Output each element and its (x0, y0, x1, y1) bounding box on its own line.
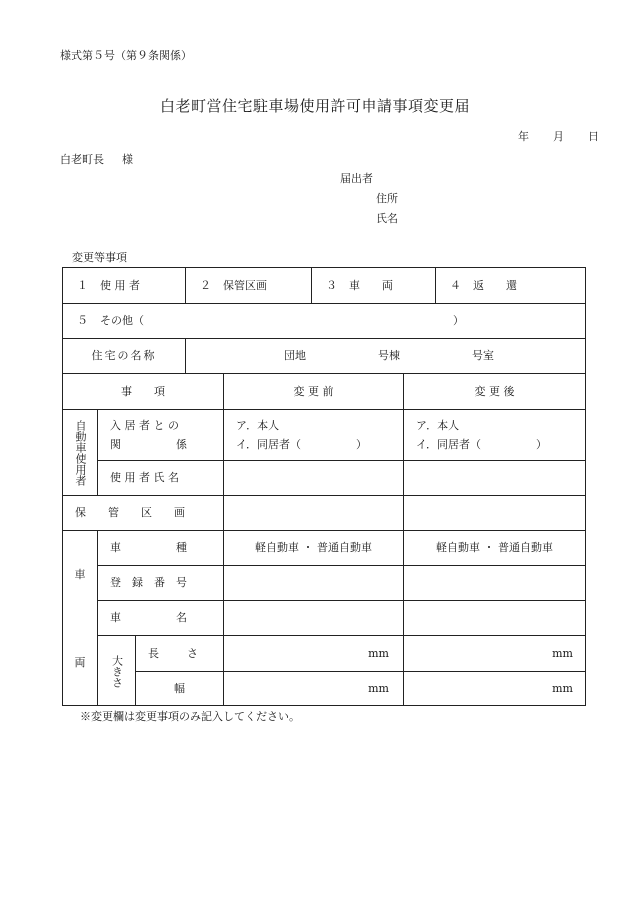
other-item[interactable] (77, 304, 144, 338)
date-month-label: 月 (553, 130, 564, 143)
user-name-label: 使 用 者 氏 名 (97, 460, 223, 495)
document-title: 白老町営住宅駐車場使用許可申請事項変更届 (159, 97, 470, 115)
goshitsu-label: 号室 (472, 349, 494, 363)
width-label: 幅 (135, 671, 223, 706)
date-day-label: 日 (588, 130, 599, 143)
relation-label-line1: 入 居 者 と の (110, 418, 179, 432)
length-label: 長 さ (135, 635, 223, 671)
detail-grid (63, 373, 585, 705)
form-number: 様式第５号（第９条関係） (60, 49, 192, 62)
size-label (97, 635, 135, 706)
change-item-label: 返 還 (473, 278, 517, 292)
group-vehicle-bottom: 両 (74, 655, 86, 669)
change-item-number: ２ (200, 278, 211, 292)
change-item-storage[interactable] (185, 268, 311, 303)
relation-option-a: ア．本人 (416, 418, 460, 432)
section-label: 変更等事項 (72, 251, 127, 264)
change-item-return[interactable] (435, 268, 585, 303)
group-vehicle-top: 車 (74, 568, 86, 582)
storage-label: 保 管 区 画 (63, 495, 223, 530)
goto-label: 号棟 (378, 349, 400, 363)
change-item-label: 使 用 者 (100, 278, 140, 292)
storage-before-field[interactable] (223, 495, 403, 530)
user-name-before-field[interactable] (223, 460, 403, 495)
relation-label-line2: 関 係 (110, 438, 187, 451)
group-vehicle-label (63, 530, 97, 706)
change-item-vehicle[interactable] (311, 268, 435, 303)
user-name-after-field[interactable] (403, 460, 585, 495)
change-item-number: ３ (326, 278, 337, 292)
vehicle-model-after-field[interactable] (403, 600, 585, 635)
name-label: 氏名 (376, 212, 398, 225)
relation-option-a: ア．本人 (236, 418, 280, 432)
other-number: ５ (77, 314, 88, 328)
col-before-header: 変 更 前 (223, 374, 403, 409)
change-item-number: ４ (450, 278, 461, 292)
addressee-suffix: 様 (122, 153, 133, 166)
registration-before-field[interactable] (223, 565, 403, 600)
change-item-label: 保管区画 (223, 278, 267, 292)
other-label: その他（ (100, 314, 144, 328)
width-before-field[interactable] (223, 671, 403, 706)
length-after-field[interactable] (403, 635, 585, 671)
address-label: 住所 (376, 192, 398, 205)
width-after-field[interactable] (403, 671, 585, 706)
danchi-label: 団地 (284, 349, 306, 363)
footnote: ※変更欄は変更事項のみ記入してください。 (80, 710, 300, 723)
vehicle-type-after-field[interactable]: 軽自動車 ・ 普通自動車 (403, 530, 585, 565)
vehicle-type-before-field[interactable]: 軽自動車 ・ 普通自動車 (223, 530, 403, 565)
col-item-header: 事 項 (121, 384, 165, 398)
group-user-label (63, 409, 97, 495)
width-before-unit: mm (368, 682, 389, 696)
col-after-header: 変 更 後 (403, 374, 585, 409)
date-year-label: 年 (518, 130, 529, 143)
housing-value-field[interactable] (185, 339, 585, 373)
relation-before-field[interactable] (223, 409, 403, 460)
relation-option-b: イ．同居者（ ） (236, 438, 368, 451)
applicant-label: 届出者 (340, 172, 373, 185)
group-user-text: 自動車使用者 (74, 419, 88, 486)
length-before-unit: mm (368, 646, 389, 660)
change-items-row (63, 268, 585, 303)
addressee-name: 白老町長 (60, 153, 104, 166)
length-after-unit: mm (552, 646, 573, 660)
relation-label (97, 409, 223, 460)
length-before-field[interactable] (223, 635, 403, 671)
registration-after-field[interactable] (403, 565, 585, 600)
vehicle-type-label: 車 種 (97, 530, 223, 565)
vehicle-model-before-field[interactable] (223, 600, 403, 635)
width-after-unit: mm (552, 682, 573, 696)
change-item-number: １ (77, 278, 88, 292)
change-item-user[interactable] (63, 268, 185, 303)
change-item-label: 車 両 (349, 278, 393, 292)
other-close-paren: ） (453, 314, 464, 328)
relation-option-b: イ．同居者（ ） (416, 438, 548, 451)
change-form-table (62, 267, 586, 706)
housing-row (63, 338, 585, 373)
addressee (60, 153, 133, 166)
housing-label: 住宅の名称 (91, 349, 157, 363)
registration-label: 登 録 番 号 (97, 565, 223, 600)
relation-after-field[interactable] (403, 409, 585, 460)
other-row (63, 303, 585, 338)
storage-after-field[interactable] (403, 495, 585, 530)
vehicle-model-label: 車 名 (97, 600, 223, 635)
size-text: 大きさ (110, 654, 124, 688)
